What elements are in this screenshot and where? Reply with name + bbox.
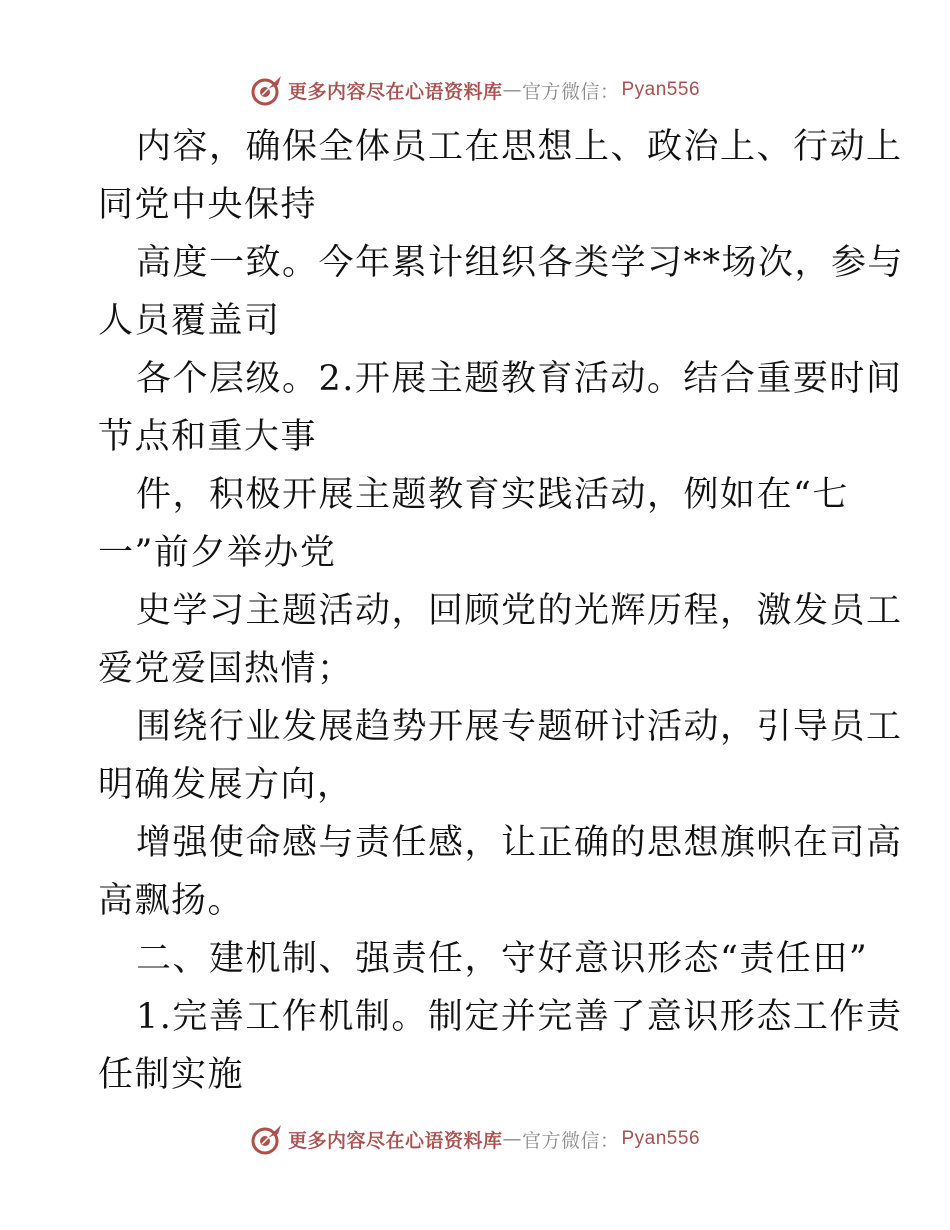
text-line: 节点和重大事 — [98, 417, 318, 457]
watermark-official-label: 官方微信： — [521, 80, 620, 103]
watermark-official-label: 官方微信： — [521, 1129, 620, 1152]
text-line: 内容，确保全体员工在思想上、政治上、行动上 — [136, 127, 903, 167]
watermark-text: 更多内容尽在心语资料库 — [287, 80, 503, 103]
watermark-dash: — — [502, 1128, 522, 1150]
text-line: 高度一致。今年累计组织各类学习**场次，参与 — [136, 243, 905, 283]
text-line: 各个层级。2.开展主题教育活动。结合重要时间 — [136, 359, 903, 399]
text-line: 任制实施 — [98, 1055, 245, 1095]
footer-watermark — [0, 1121, 950, 1157]
text-line: 史学习主题活动，回顾党的光辉历程，激发员工 — [136, 591, 903, 631]
section-heading: 二、建机制、强责任，守好意识形态“责任田” — [136, 939, 869, 979]
text-line: 高飘扬。 — [98, 881, 245, 921]
watermark-dash: — — [502, 79, 522, 101]
text-line: 件，积极开展主题教育实践活动，例如在“七 — [136, 475, 849, 515]
text-line: 一”前夕举办党 — [98, 533, 337, 573]
text-line: 1.完善工作机制。制定并完善了意识形态工作责 — [136, 997, 903, 1037]
quill-logo-icon — [250, 73, 284, 107]
text-line: 明确发展方向， — [98, 765, 354, 805]
text-line: 爱党爱国热情； — [98, 649, 354, 689]
text-line: 围绕行业发展趋势开展专题研讨活动，引导员工 — [136, 707, 903, 747]
watermark-text: 更多内容尽在心语资料库 — [287, 1129, 503, 1152]
watermark-wechat-id: Pyan556 — [621, 79, 701, 100]
document-body — [98, 118, 905, 1104]
text-line: 同党中央保持 — [98, 185, 318, 225]
quill-logo-icon — [250, 1122, 284, 1156]
watermark-wechat-id: Pyan556 — [621, 1128, 701, 1149]
header-watermark — [0, 72, 950, 108]
text-line: 人员覆盖司 — [98, 301, 281, 341]
text-line: 增强使命感与责任感，让正确的思想旗帜在司高 — [136, 823, 903, 863]
